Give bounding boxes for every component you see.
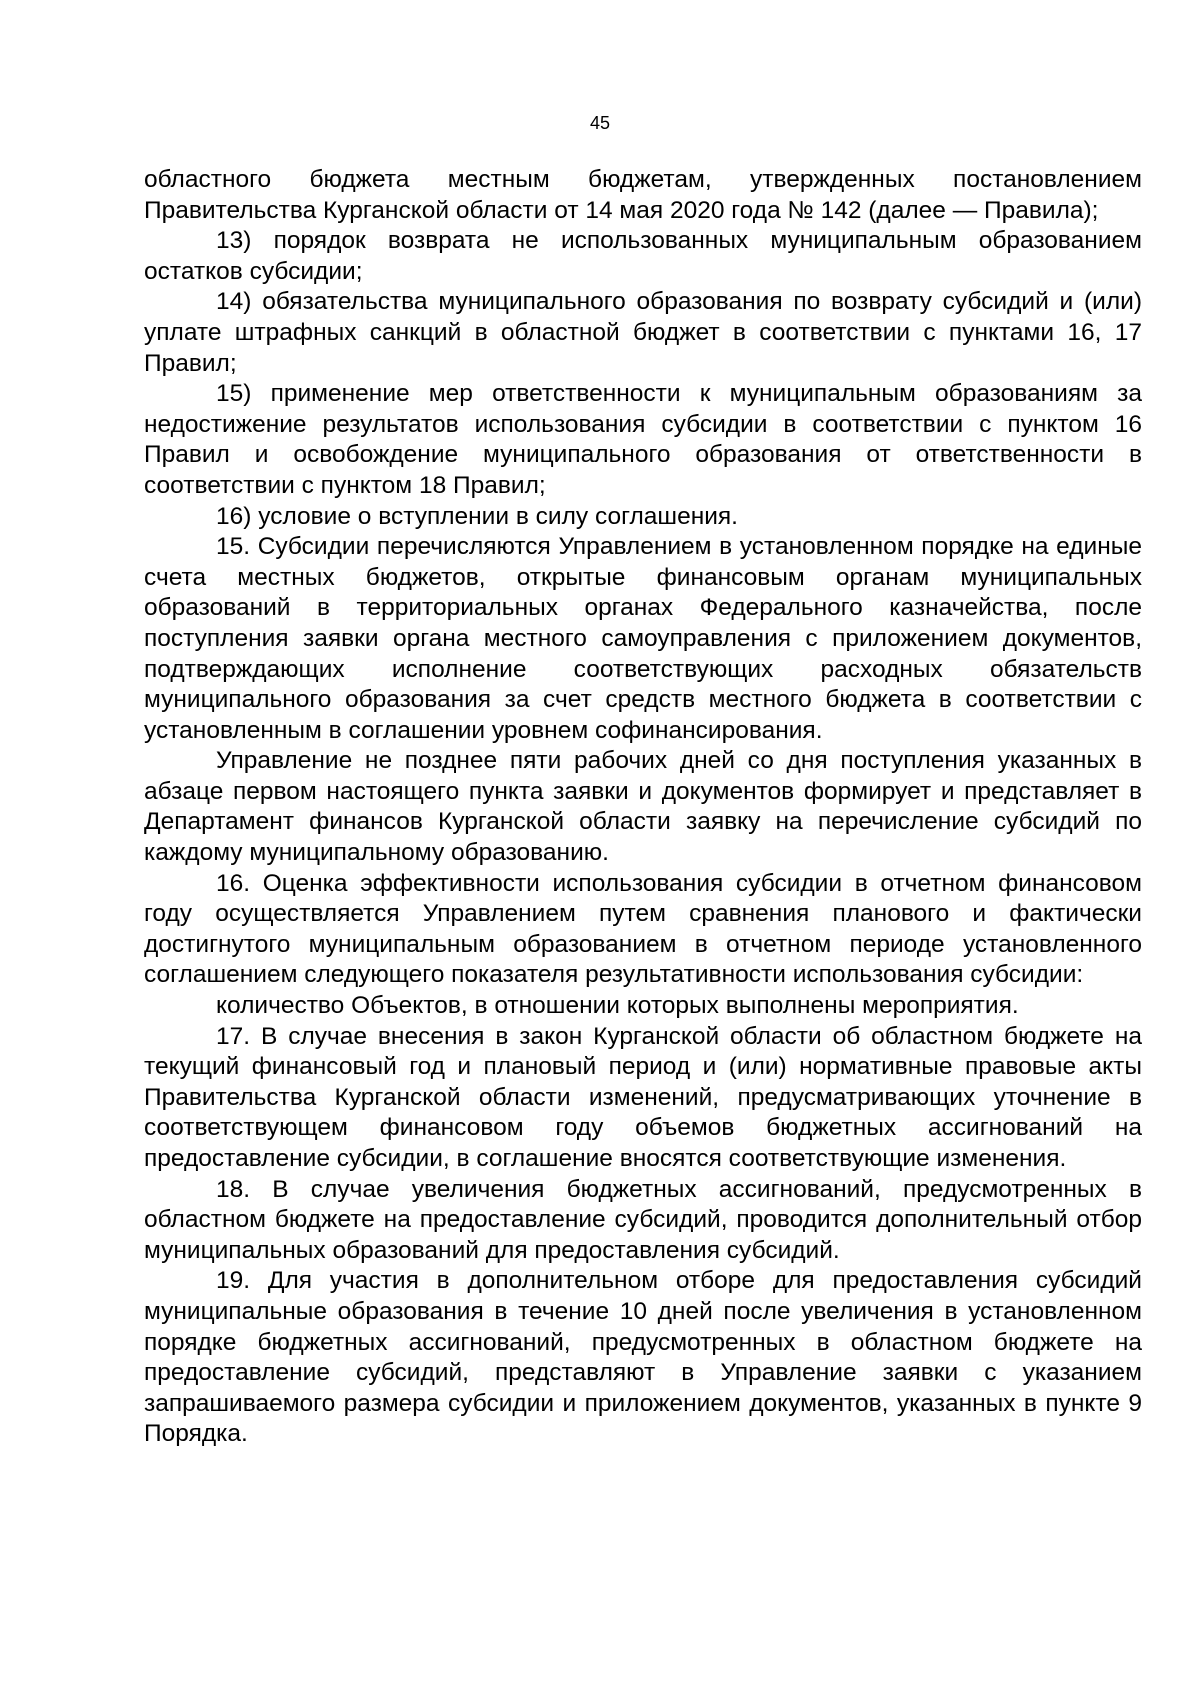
clause-16: 16. Оценка эффективности использования субсидии в отчетном финансовом году осуществляется Управлением путем сравнения планового и фактически достигнутого муниципальным образованием в отчетном периоде установленного соглашением следующего показателя результативности использования субсидии:: [144, 869, 1142, 989]
clause-18: 18. В случае увеличения бюджетных ассигнований, предусмотренных в областном бюджете на предоставление субсидий, проводится дополнительный отбор муниципальных образований для предоставления субсидий.: [144, 1175, 1142, 1264]
clause-17: 17. В случае внесения в закон Курганской области об областном бюджете на текущий финансовый год и плановый период и (или) нормативные правовые акты Правительства Курганской области изменений, предусматривающих уточнение в соответствующем финансовом году объемов бюджетных ассигнований на предоставление субсидии, в соглашение вносятся соответствующие изменения.: [144, 1022, 1142, 1172]
clause-19: 19. Для участия в дополнительном отборе для предоставления субсидий муниципальные образования в течение 10 дней после увеличения в установленном порядке бюджетных ассигнований, предусмотренных в областном бюджете на предоставление субсидий, представляют в Управление заявки с указанием запрашиваемого размера субсидии и приложением документов, указанных в пункте 9 Порядка.: [144, 1267, 1142, 1448]
document-body: [144, 165, 1142, 1450]
clause-16-indicator: количество Объектов, в отношении которых выполнены мероприятия.: [216, 992, 1019, 1020]
clause-15-paragraph-2: Управление не позднее пяти рабочих дней со дня поступления указанных в абзаце первом настоящего пункта заявки и документов формирует и представляет в Департамент финансов Курганской области заявку на перечисление субсидий по каждому муниципальному образованию.: [144, 747, 1142, 867]
list-item-13: 13) порядок возврата не использованных муниципальным образованием остатков субсидии;: [144, 227, 1142, 285]
page-number: 45: [589, 113, 611, 133]
list-item-14: 14) обязательства муниципального образования по возврату субсидий и (или) уплате штрафных санкций в областной бюджет в соответствии с пунктами 16, 17 Правил;: [144, 288, 1142, 377]
list-item-15: 15) применение мер ответственности к муниципальным образованиям за недостижение результатов использования субсидии в соответствии с пунктом 16 Правил и освобождение муниципального образования от ответственности в соответствии с пунктом 18 Правил;: [144, 380, 1142, 499]
paragraph-continuation: областного бюджета местным бюджетам, утвержденных постановлением Правительства Курганской области от 14 мая 2020 года № 142 (далее — Правила);: [144, 166, 1142, 224]
clause-15: 15. Субсидии перечисляются Управлением в установленном порядке на единые счета местных бюджетов, открытые финансовым органам муниципальных образований в территориальных органах Федерального казначейства, после поступления заявки органа местного самоуправления с приложением документов, подтверждающих исполнение соответствующих расходных обязательств муниципального образования за счет средств местного бюджета в соответствии с установленным в соглашении уровнем софинансирования.: [144, 533, 1142, 744]
list-item-16: 16) условие о вступлении в силу соглашения.: [216, 502, 738, 530]
